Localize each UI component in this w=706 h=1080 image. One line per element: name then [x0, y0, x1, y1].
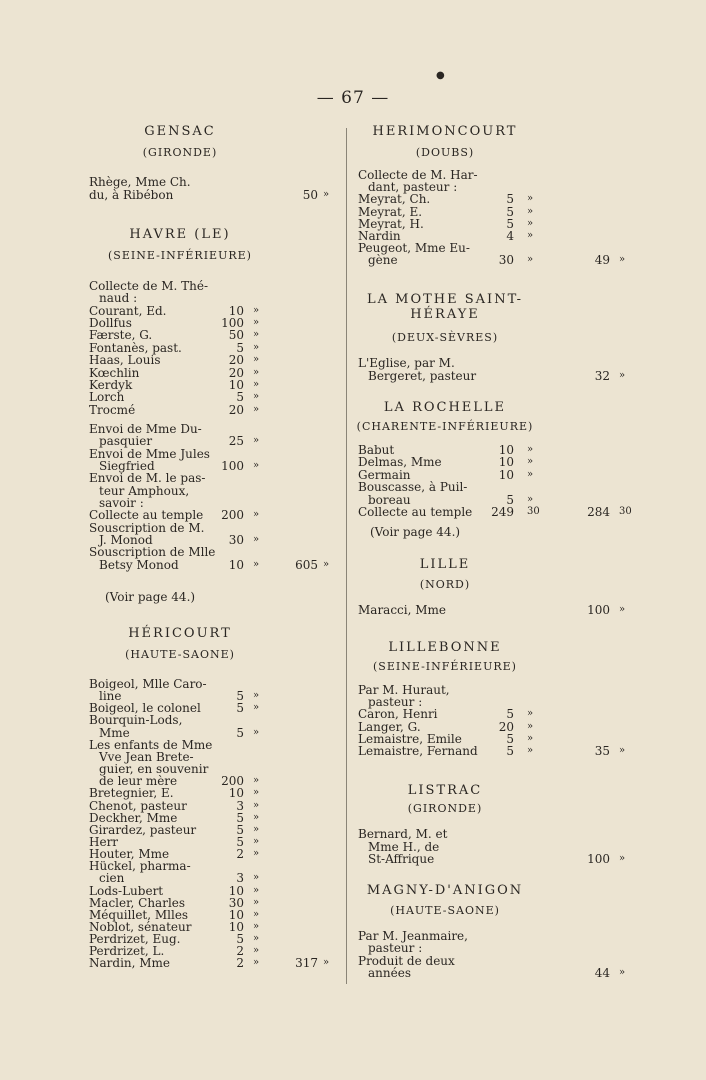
entry-name: Envoi de Mme Du- [89, 421, 202, 436]
entry-name: Fontanès, past. [89, 340, 182, 355]
entry-cents: » [253, 799, 260, 811]
entry-cents: 30 [527, 506, 540, 517]
entry-name: Lods-Lubert [89, 883, 164, 898]
entry-name: pasteur : [368, 941, 423, 956]
entry-row [0, 444, 706, 456]
entry-name: Betsy Monod [99, 557, 179, 572]
entry-cents: » [253, 811, 260, 823]
entry-amount: 5 [236, 932, 244, 947]
entry-row [0, 181, 706, 193]
entry-name: Envoi de Mme Jules [89, 446, 210, 461]
ink-dot: ● [436, 70, 445, 81]
entry-amount: 5 [236, 810, 244, 825]
entry-cents: » [527, 205, 534, 217]
entry-name: Noblot, sénateur [89, 920, 192, 934]
entry-total-cents: » [323, 188, 330, 200]
section-region-magny: (HAUTE-SAONE) [390, 904, 500, 917]
entry-total-cents: » [619, 966, 626, 978]
entry-cents: » [253, 459, 260, 471]
entry-amount: 4 [506, 229, 514, 243]
entry-cents: » [253, 403, 260, 415]
entry-cents: » [253, 896, 260, 908]
entry-cents: » [527, 493, 534, 505]
note-la-rochelle: (Voir page 44.) [370, 525, 461, 539]
entry-row [0, 481, 706, 493]
entry-cents: » [527, 732, 534, 744]
entry-total: 49 [594, 253, 610, 268]
entry-amount: 5 [236, 822, 244, 837]
entry-name: Perdrizet, Eug. [89, 932, 181, 947]
entry-cents: » [253, 872, 260, 884]
entry-cents: » [527, 468, 534, 480]
entry-name: Germain [358, 467, 411, 482]
entry-name: années [368, 965, 411, 980]
entry-amount: 10 [498, 455, 514, 470]
entry-name: Haas, Louis [89, 353, 161, 368]
entry-amount: 2 [236, 956, 244, 971]
entry-name: Boigeol, Mlle Caro- [89, 677, 207, 691]
entry-amount: 10 [228, 303, 244, 318]
entry-amount: 5 [506, 744, 514, 758]
entry-cents: » [253, 908, 260, 920]
section-title-havre: HAVRE (LE) [129, 227, 231, 242]
entry-row [0, 841, 706, 853]
entry-name: Courant, Ed. [89, 303, 167, 318]
section-title-listrac: LISTRAC [407, 783, 483, 798]
entry-cents: » [253, 509, 260, 521]
entry-cents: » [527, 230, 534, 241]
entry-cents: » [253, 726, 260, 738]
entry-cents: » [253, 304, 260, 316]
entry-total-cents: » [619, 604, 626, 615]
entry-amount: 10 [498, 467, 514, 482]
entry-cents: » [527, 708, 534, 720]
entry-cents: » [527, 254, 534, 266]
entry-amount: 20 [228, 353, 244, 368]
entry-name: teur Amphoux, [99, 483, 190, 498]
entry-row [0, 853, 706, 865]
entry-name: Nardin, Mme [89, 956, 171, 971]
entry-amount: 2 [236, 944, 244, 959]
entry-amount: 249 [491, 505, 514, 519]
entry-name: Souscription de Mlle [89, 545, 216, 560]
section-region-havre: (SEINE-INFÉRIEURE) [108, 249, 252, 262]
entry-total: 32 [594, 369, 610, 383]
section-title-gensac: GENSAC [144, 124, 216, 139]
entry-row [0, 953, 706, 971]
entry-name: Hückel, pharma- [89, 859, 191, 874]
entry-amount: 30 [498, 253, 514, 268]
entry-amount: 2 [236, 847, 244, 862]
entry-amount: 10 [228, 907, 244, 922]
entry-cents: » [253, 921, 260, 932]
entry-name: Mme H., de [368, 839, 440, 854]
entry-amount: 20 [228, 365, 244, 380]
entry-cents: » [253, 366, 260, 378]
entry-name: Trocmé [89, 402, 136, 417]
entry-amount: 200 [221, 774, 244, 789]
entry-row [0, 506, 706, 518]
section-title-la-rochelle: LA ROCHELLE [383, 400, 507, 415]
entry-row [0, 169, 706, 181]
entry-name: Babut [358, 443, 395, 457]
entry-name: Kerdyk [89, 377, 133, 392]
entry-row [0, 684, 706, 696]
entry-total: 50 [302, 187, 318, 202]
entry-cents: » [253, 534, 260, 545]
entry-cents: » [253, 884, 260, 896]
entry-amount: 30 [228, 533, 244, 547]
entry-cents: » [253, 329, 260, 341]
entry-row [0, 942, 706, 954]
entry-name: naud : [99, 291, 138, 306]
entry-row [0, 708, 706, 720]
entry-total-cents: » [619, 370, 626, 381]
entry-amount: 5 [236, 340, 244, 355]
entry-cents: » [527, 720, 534, 732]
section-region-hericourt: (HAUTE-SAONE) [125, 648, 235, 661]
entry-amount: 5 [506, 216, 514, 231]
entry-amount: 50 [228, 328, 244, 343]
entry-amount: 30 [228, 895, 244, 910]
entry-row [0, 494, 706, 506]
entry-row [0, 254, 706, 266]
entry-row [0, 721, 706, 733]
entry-row [0, 967, 706, 979]
entry-cents: » [527, 456, 534, 468]
entry-name: Houter, Mme [89, 847, 170, 862]
entry-name: Produit de deux [358, 953, 455, 968]
entry-name: gène [368, 253, 398, 268]
entry-cents: » [527, 444, 534, 455]
entry-amount: 100 [221, 458, 244, 473]
entry-cents: » [253, 378, 260, 390]
entry-amount: 10 [228, 557, 244, 572]
entry-total: 284 [587, 505, 610, 519]
entry-name: Herr [89, 834, 119, 849]
entry-amount: 5 [506, 192, 514, 207]
entry-name: Collecte au temple [358, 505, 473, 519]
entry-name: Collecte de M. Thé- [89, 279, 209, 293]
entry-name: Deckher, Mme [89, 810, 178, 825]
entry-row [0, 218, 706, 230]
entry-row [0, 193, 706, 205]
entry-total-cents: » [323, 558, 330, 570]
section-title-la-mothe-2: HÉRAYE [410, 307, 480, 322]
entry-name: Girardez, pasteur [89, 822, 197, 837]
entry-name: Caron, Henri [358, 707, 438, 722]
entry-name: Par M. Jeanmaire, [358, 929, 468, 943]
entry-total: 35 [594, 744, 610, 758]
entry-name: Bretegnier, E. [89, 786, 174, 801]
entry-row [0, 930, 706, 942]
entry-total-cents: » [619, 745, 626, 756]
entry-name: Macler, Charles [89, 895, 186, 910]
section-title-herimoncourt: HERIMONCOURT [372, 124, 518, 139]
entry-cents: » [253, 317, 260, 329]
entry-name: cien [99, 871, 125, 886]
entry-row [0, 357, 706, 369]
entry-name: du, à Ribébon [89, 187, 174, 202]
entry-amount: 10 [498, 443, 514, 457]
entry-cents: » [253, 341, 260, 353]
entry-row [0, 230, 706, 242]
entry-row [0, 370, 706, 382]
entry-name: Lemaistre, Fernand [358, 744, 478, 758]
entry-total: 100 [587, 852, 610, 866]
entry-amount: 25 [228, 434, 244, 449]
entry-cents: » [527, 193, 534, 205]
section-region-herimoncourt: (DOUBS) [415, 146, 475, 159]
entry-total: 44 [594, 965, 610, 980]
entry-amount: 3 [236, 798, 244, 813]
entry-amount: 20 [498, 719, 514, 734]
section-title-hericourt: HÉRICOURT [128, 626, 232, 641]
entry-name: savoir : [99, 496, 144, 510]
entry-total-cents: 30 [619, 506, 632, 517]
section-region-la-mothe: (DEUX-SÈVRES) [391, 331, 499, 344]
section-title-magny: MAGNY-D'ANIGON [366, 883, 524, 898]
entry-row [0, 733, 706, 745]
entry-amount: 100 [221, 316, 244, 331]
entry-amount: 5 [506, 707, 514, 722]
entry-total-cents: » [619, 853, 626, 864]
entry-name: Færste, G. [89, 328, 153, 343]
entry-name: Bouscasse, à Puil- [358, 480, 468, 495]
entry-name: pasquier [99, 434, 153, 449]
entry-name: Boigeol, le colonel [89, 701, 201, 716]
entry-name: Mme [99, 725, 130, 740]
entry-name: Envoi de M. le pas- [89, 471, 206, 486]
entry-amount: 10 [228, 786, 244, 801]
entry-amount: 5 [506, 492, 514, 507]
entry-amount: 5 [236, 701, 244, 716]
entry-cents: » [527, 217, 534, 229]
entry-row [0, 828, 706, 840]
entry-name: Maracci, Mme [358, 603, 447, 617]
entry-name: Perdrizet, L. [89, 944, 165, 959]
entry-cents: » [253, 848, 260, 860]
entry-amount: 10 [228, 920, 244, 934]
entry-name: Kœchlin [89, 365, 140, 380]
entry-amount: 5 [506, 731, 514, 746]
entry-name: pasteur : [368, 695, 423, 710]
section-title-lillebonne: LILLEBONNE [388, 640, 502, 655]
entry-cents: » [253, 690, 260, 702]
entry-name: guier, en souvenir [99, 762, 209, 776]
entry-amount: 200 [221, 508, 244, 523]
entry-name: Bergeret, pasteur [368, 369, 477, 383]
entry-total: 317 [295, 956, 318, 971]
entry-cents: » [253, 391, 260, 403]
entry-cents: » [253, 957, 260, 969]
section-region-listrac: (GIRONDE) [407, 802, 483, 815]
entry-name: Lorch [89, 390, 125, 405]
entry-name: Meyrat, E. [358, 204, 423, 219]
section-region-gensac: (GIRONDE) [142, 146, 218, 159]
entry-amount: 3 [236, 871, 244, 886]
entry-row [0, 206, 706, 218]
entry-total: 100 [587, 603, 610, 617]
entry-name: Bourquin-Lods, [89, 713, 183, 728]
entry-row [0, 242, 706, 254]
entry-row [0, 696, 706, 708]
section-region-lillebonne: (SEINE-INFÉRIEURE) [373, 660, 517, 673]
entry-name: Méquillet, Mlles [89, 907, 189, 922]
entry-total-cents: » [323, 957, 330, 969]
entry-name: Vve Jean Brete- [99, 749, 194, 764]
entry-row [0, 456, 706, 468]
entry-name: Collecte de M. Har- [358, 168, 478, 182]
entry-row [0, 745, 706, 757]
entry-name: dant, pasteur : [368, 180, 458, 195]
entry-name: Bernard, M. et [358, 827, 448, 841]
entry-name: Meyrat, H. [358, 216, 424, 231]
entry-name: St-Affrique [368, 852, 435, 866]
entry-name: Par M. Huraut, [358, 683, 450, 697]
entry-name: Nardin [358, 229, 401, 243]
entry-name: Siegfried [99, 458, 155, 473]
entry-name: Delmas, Mme [358, 455, 442, 470]
section-region-la-rochelle: (CHARENTE-INFÉRIEURE) [356, 420, 534, 433]
entry-amount: 20 [228, 402, 244, 417]
entry-row [0, 469, 706, 481]
entry-name: Chenot, pasteur [89, 798, 187, 813]
entry-cents: » [253, 787, 260, 799]
entry-cents: » [253, 702, 260, 714]
entry-cents: » [253, 945, 260, 957]
entry-name: Les enfants de Mme [89, 737, 213, 752]
entry-amount: 5 [236, 390, 244, 405]
entry-cents: » [253, 558, 260, 570]
entry-cents: » [253, 933, 260, 945]
entry-cents: » [253, 835, 260, 847]
entry-name: Peugeot, Mme Eu- [358, 241, 470, 256]
entry-name: L'Eglise, par M. [358, 356, 455, 370]
entry-amount: 5 [236, 725, 244, 740]
entry-amount: 10 [228, 883, 244, 898]
entry-amount: 5 [236, 834, 244, 849]
entry-cents: » [253, 775, 260, 787]
entry-total-cents: » [619, 254, 626, 266]
section-title-la-mothe-1: LA MOTHE SAINT- [367, 292, 523, 307]
entry-row [0, 604, 706, 616]
entry-amount: 5 [506, 204, 514, 219]
note-havre: (Voir page 44.) [105, 590, 196, 604]
entry-cents: » [253, 354, 260, 366]
entry-name: Langer, G. [358, 719, 421, 734]
entry-amount: 10 [228, 377, 244, 392]
entry-cents: » [527, 745, 534, 756]
entry-name: Collecte au temple [89, 508, 204, 523]
entry-cents: » [253, 435, 260, 447]
entry-name: J. Monod [99, 533, 153, 547]
entry-name: Rhège, Mme Ch. [89, 175, 191, 189]
entry-name: Lemaistre, Emile [358, 731, 462, 746]
entry-name: de leur mère [99, 774, 178, 789]
section-region-lille: (NORD) [419, 578, 471, 591]
entry-amount: 5 [236, 689, 244, 704]
entry-name: Souscription de M. [89, 520, 205, 535]
entry-cents: » [253, 823, 260, 835]
entry-name: line [99, 689, 122, 704]
entry-name: Dollfus [89, 316, 132, 331]
page-number: — 67 — [316, 88, 390, 108]
entry-name: boreau [368, 492, 411, 507]
entry-total: 605 [295, 557, 318, 572]
section-title-lille: LILLE [419, 557, 471, 572]
entry-name: Meyrat, Ch. [358, 192, 431, 207]
